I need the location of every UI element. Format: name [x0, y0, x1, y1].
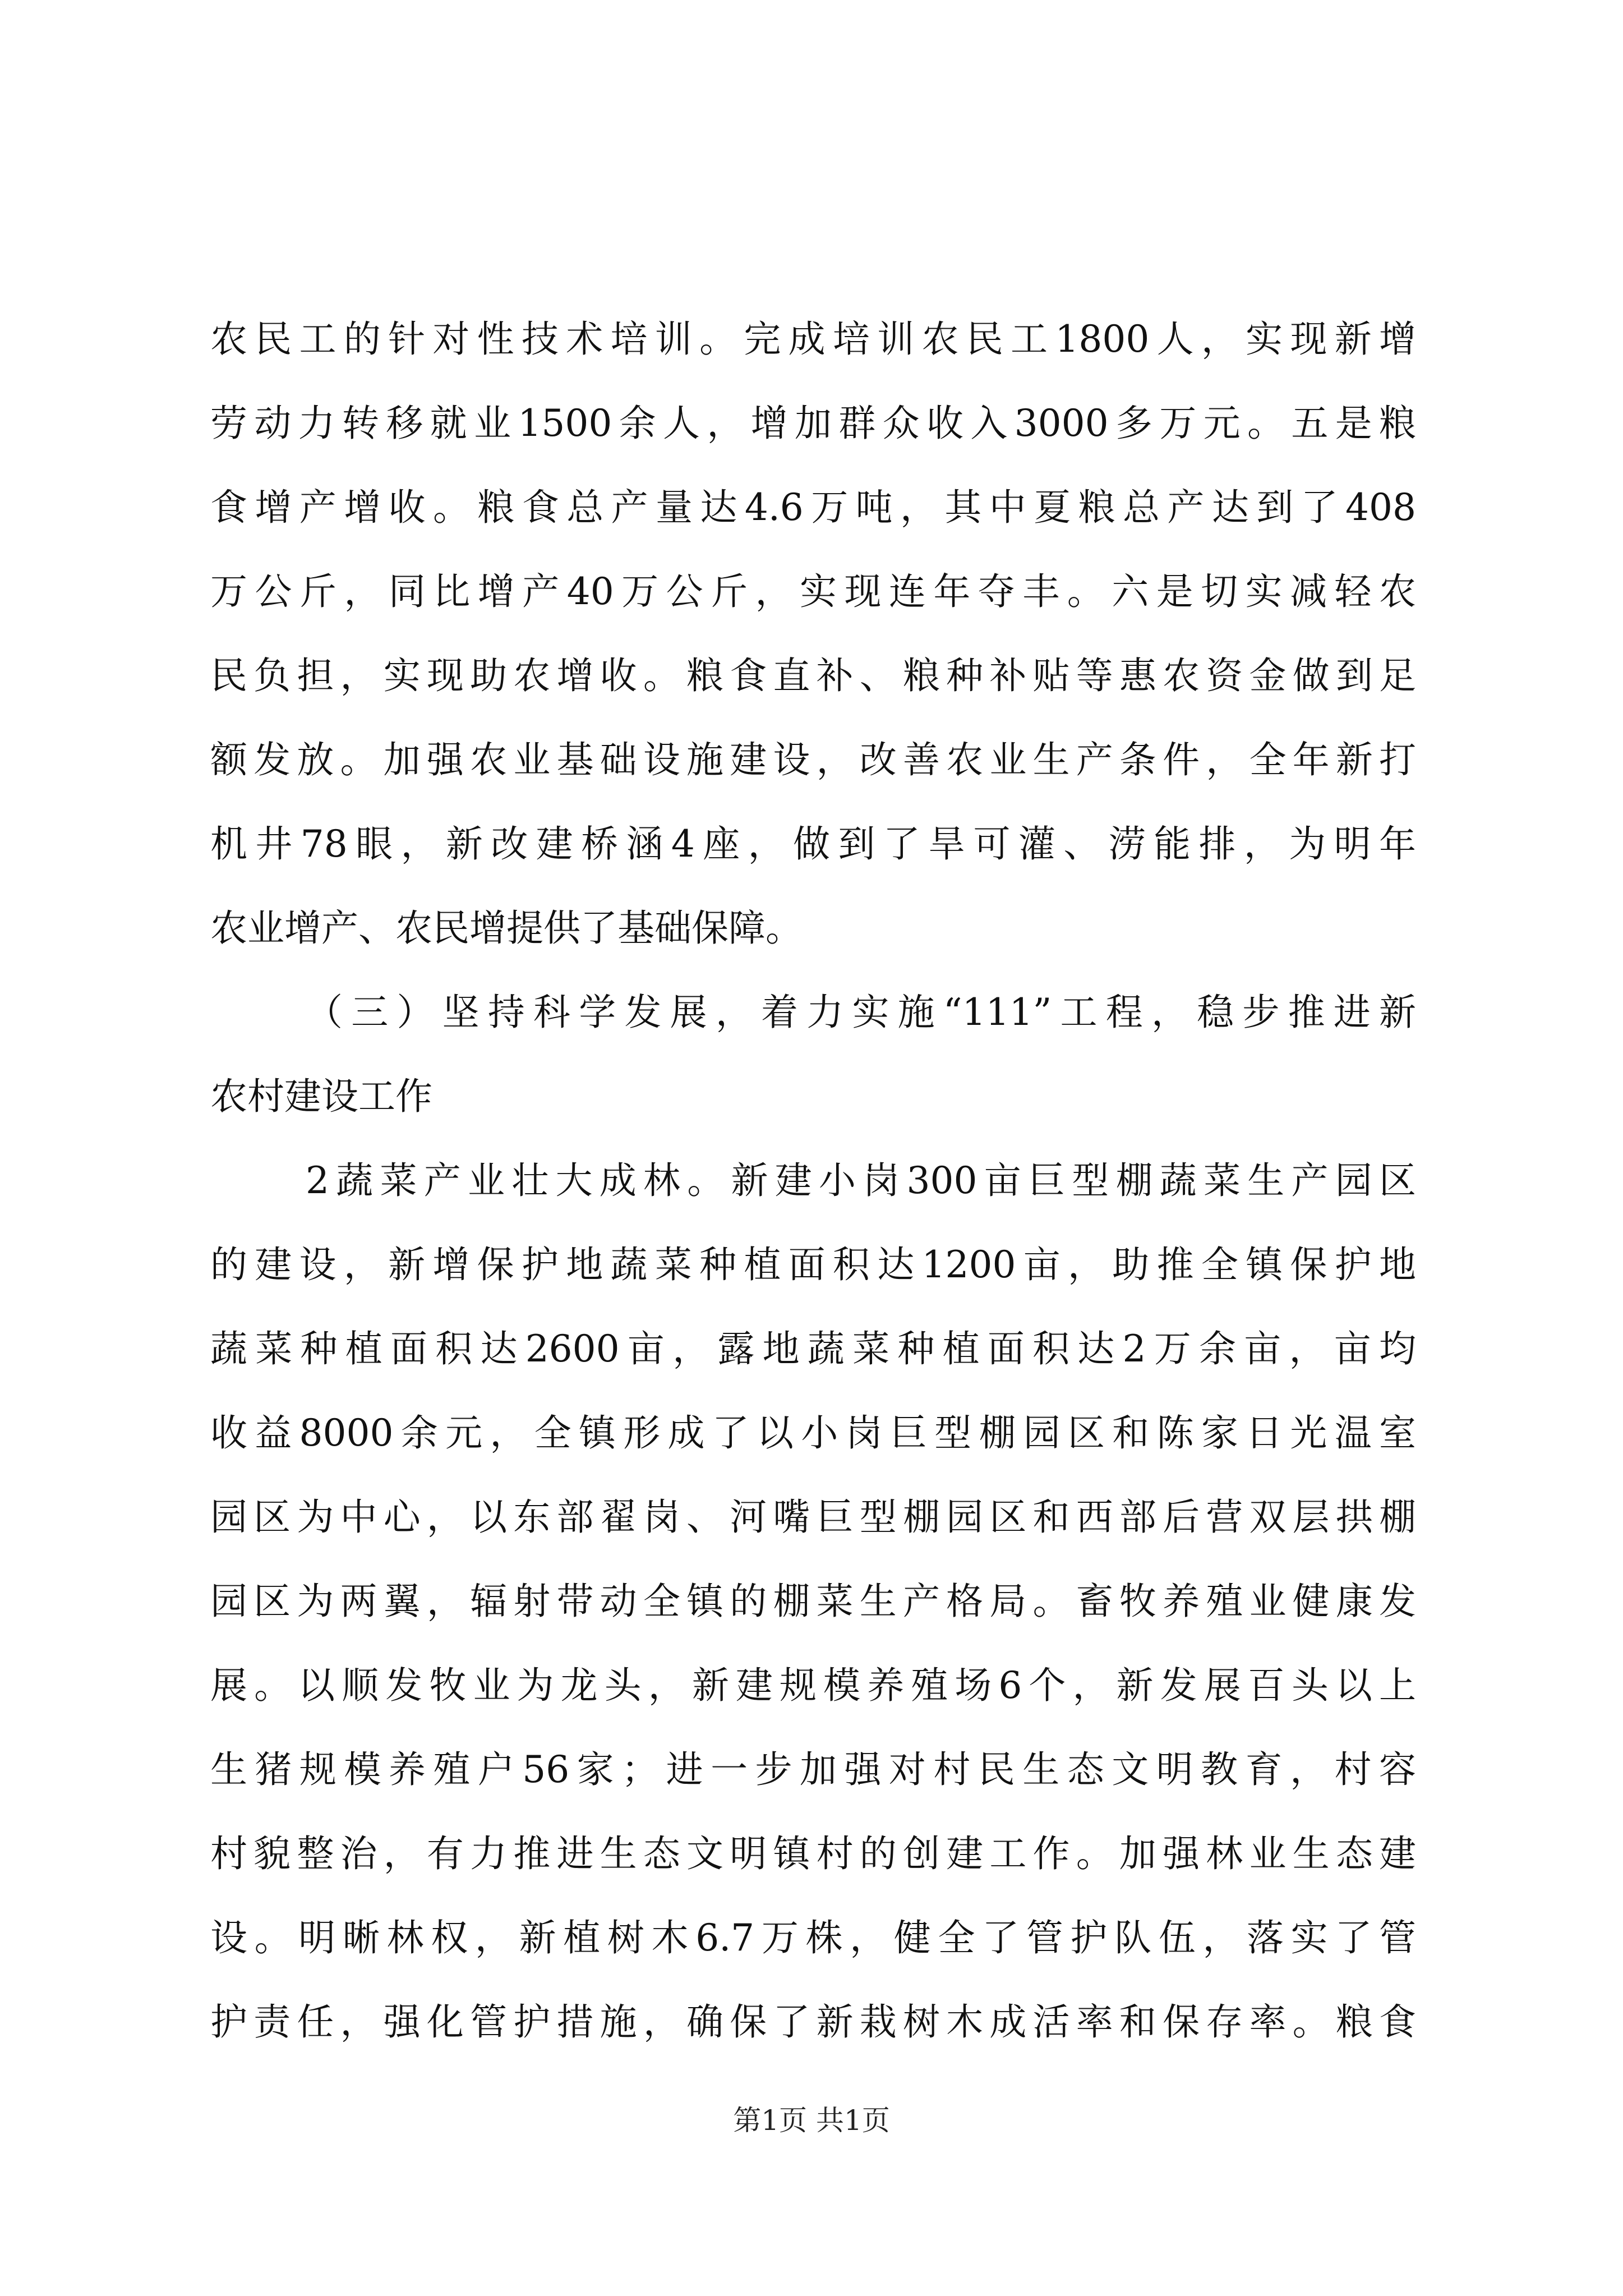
- paragraph-line-15: 展。以顺发牧业为龙头，新建规模养殖场6个，新发展百头以上: [210, 1664, 1416, 1707]
- paragraph-line-19: 护责任，强化管护措施，确保了新栽树木成活率和保存率。粮食: [210, 2000, 1416, 2044]
- paragraph-line-13: 园区为中心，以东部翟岗、河嘴巨型棚园区和西部后营双层拱棚: [210, 1496, 1416, 1539]
- paragraph-line-18: 设。明晰林权，新植树木6.7万株，健全了管护队伍，落实了管: [210, 1916, 1416, 1959]
- paragraph-line-5: 民负担，实现助农增收。粮食直补、粮种补贴等惠农资金做到足: [210, 654, 1416, 697]
- paragraph-line-4: 万公斤，同比增产40万公斤，实现连年夺丰。六是切实减轻农: [210, 570, 1416, 613]
- paragraph-line-6: 额发放。加强农业基础设施建设，改善农业生产条件，全年新打: [210, 738, 1416, 781]
- paragraph-line-2: 劳动力转移就业1500余人，增加群众收入3000多万元。五是粮: [210, 402, 1416, 445]
- paragraph-line-16: 生猪规模养殖户56家；进一步加强对村民生态文明教育，村容: [210, 1748, 1416, 1791]
- page-footer: 第1页 共1页: [733, 2104, 890, 2137]
- paragraph-line-3: 食增产增收。粮食总产量达4.6万吨，其中夏粮总产达到了408: [210, 486, 1416, 529]
- paragraph-line-9: 2蔬菜产业壮大成林。新建小岗300亩巨型棚蔬菜生产园区: [306, 1159, 1416, 1202]
- paragraph-line-1: 农民工的针对性技术培训。完成培训农民工1800人，实现新增: [210, 318, 1416, 361]
- paragraph-line-10: 的建设，新增保护地蔬菜种植面积达1200亩，助推全镇保护地: [210, 1243, 1416, 1286]
- paragraph-line-11: 蔬菜种植面积达2600亩，露地蔬菜种植面积达2万余亩，亩均: [210, 1327, 1416, 1370]
- paragraph-line-7: 机井78眼，新改建桥涵4座，做到了旱可灌、涝能排，为明年: [210, 822, 1416, 866]
- section-heading-line-2: 农村建设工作: [210, 1075, 432, 1118]
- paragraph-line-14: 园区为两翼，辐射带动全镇的棚菜生产格局。畜牧养殖业健康发: [210, 1580, 1416, 1623]
- paragraph-line-17: 村貌整治，有力推进生态文明镇村的创建工作。加强林业生态建: [210, 1832, 1416, 1875]
- section-heading-line-1: （三）坚持科学发展，着力实施“111”工程，稳步推进新: [306, 991, 1416, 1034]
- paragraph-line-12: 收益8000余元，全镇形成了以小岗巨型棚园区和陈家日光温室: [210, 1411, 1416, 1455]
- paragraph-line-8: 农业增产、农民增提供了基础保障。: [210, 907, 803, 950]
